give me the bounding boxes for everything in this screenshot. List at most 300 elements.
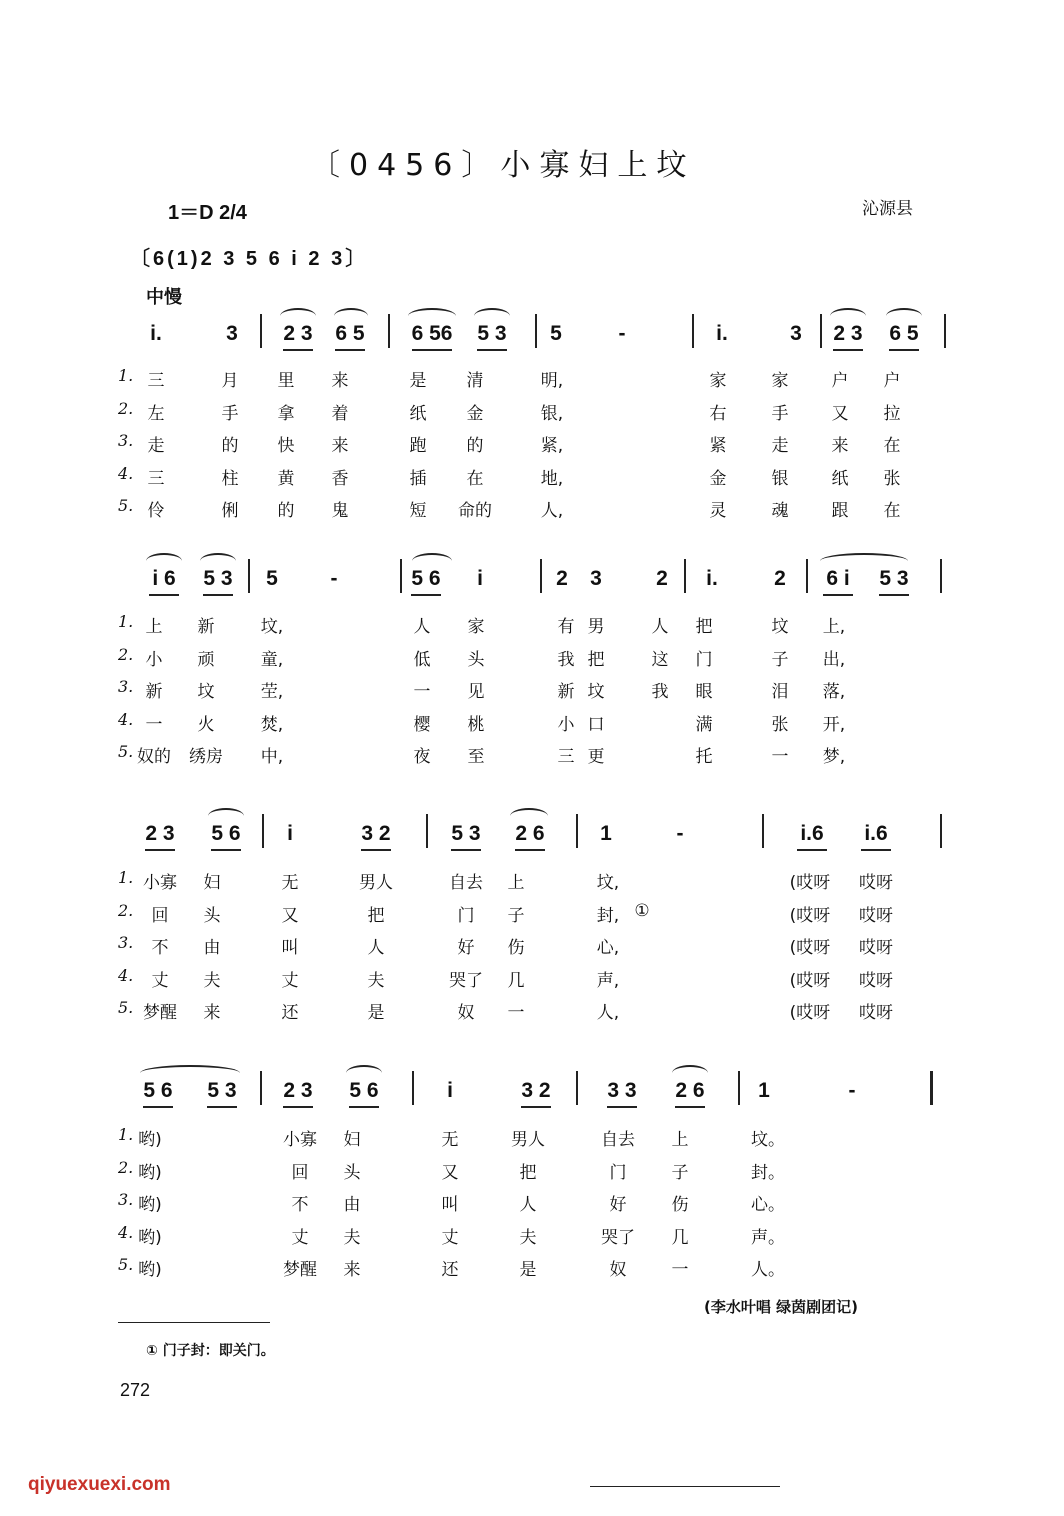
note-group: 2 3 <box>145 822 175 845</box>
bar-line <box>762 814 764 848</box>
lyric-line <box>0 399 1064 425</box>
lyric-syllable: 三 <box>147 371 165 391</box>
lyric-syllable: 魂 <box>771 501 789 521</box>
lyric-syllable: 声。 <box>751 1227 785 1248</box>
lyric-syllable: 是 <box>367 1003 385 1023</box>
lyric-syllable: 把 <box>695 617 713 637</box>
lyric-line <box>0 1223 1064 1249</box>
lyric-syllable: 坟, <box>596 873 620 893</box>
verse-number: 5. <box>118 742 134 761</box>
lyric-syllable: 坟 <box>587 682 605 702</box>
beam-underline <box>411 594 441 596</box>
note-group: 5 <box>266 567 278 590</box>
bar-line <box>692 314 694 348</box>
lyric-syllable: 男人 <box>359 873 393 893</box>
lyric-syllable: 几 <box>671 1227 689 1248</box>
lyric-syllable: 小 <box>557 714 575 735</box>
bar-line <box>248 559 250 593</box>
lyric-syllable: 回 <box>151 905 169 926</box>
lyric-syllable: 我 <box>557 649 575 670</box>
slur-mark <box>820 553 908 569</box>
lyric-syllable: 夫 <box>203 970 221 991</box>
bar-line <box>820 314 822 348</box>
lyric-syllable: 奴的 <box>137 747 171 767</box>
beam-underline <box>879 594 909 596</box>
lyric-syllable: 三 <box>557 747 575 767</box>
lyric-syllable: 子 <box>771 649 789 670</box>
lyric-syllable: 梦醒 <box>143 1003 177 1023</box>
lyric-syllable: 新 <box>557 682 575 702</box>
lyric-syllable: 声, <box>596 970 620 991</box>
beam-underline <box>349 1106 379 1108</box>
verse-number: 2. <box>118 1157 134 1177</box>
verse-number: 1. <box>118 366 134 385</box>
beam-underline <box>335 349 365 351</box>
beam-underline <box>145 849 175 851</box>
note-group: - <box>848 1079 856 1102</box>
beam-underline <box>211 849 241 851</box>
verse-number: 3. <box>118 431 134 450</box>
note-group: 2 6 <box>675 1079 705 1102</box>
lyric-syllable: 封。 <box>751 1162 785 1183</box>
lyric-syllable: 中, <box>260 747 284 767</box>
lyric-syllable: 门 <box>457 905 475 926</box>
lyric-syllable: 低 <box>413 649 431 670</box>
lyric-syllable: 哭了 <box>601 1227 635 1248</box>
lyric-syllable: 香 <box>331 468 349 489</box>
note-group: 5 3 <box>879 567 909 590</box>
beam-underline <box>451 849 481 851</box>
lyric-syllable: 一 <box>771 747 789 767</box>
bar-line <box>738 1071 740 1105</box>
lyric-syllable: 新 <box>197 617 215 637</box>
note-group: - <box>330 567 338 590</box>
lyric-syllable: 在 <box>883 501 901 521</box>
lyric-syllable: 走 <box>147 436 165 456</box>
verse-number: 5. <box>118 998 134 1017</box>
lyric-syllable: 奴 <box>609 1260 627 1280</box>
lyric-syllable: 无 <box>441 1130 459 1150</box>
note-group: i.6 <box>864 822 888 845</box>
lyric-syllable: 哎呀 <box>859 970 893 991</box>
note-group: - <box>676 822 684 845</box>
lyric-syllable: 是 <box>519 1260 537 1280</box>
lyric-syllable: 把 <box>367 905 385 926</box>
lyric-syllable: 小 <box>145 649 163 670</box>
note-group: 2 3 <box>833 322 863 345</box>
lyric-line <box>0 645 1064 671</box>
lyric-syllable: 在 <box>466 468 484 489</box>
lyric-syllable: 我 <box>651 682 669 702</box>
lyric-syllable: 又 <box>831 403 849 424</box>
lyric-syllable: 家 <box>771 371 789 391</box>
lyric-syllable: 金 <box>709 468 727 489</box>
lyric-syllable: 一 <box>671 1260 689 1280</box>
lyric-syllable: 来 <box>331 371 349 391</box>
beam-underline <box>797 849 827 851</box>
lyric-syllable: 短 <box>409 501 427 521</box>
beam-underline <box>515 849 545 851</box>
slur-mark <box>412 553 452 569</box>
lyric-syllable: 哭了 <box>449 970 483 991</box>
lyric-syllable: 封, <box>596 905 620 926</box>
lyric-syllable: 把 <box>519 1162 537 1183</box>
lyric-syllable: 还 <box>281 1003 299 1023</box>
lyric-syllable: 伤 <box>507 938 525 958</box>
lyric-line <box>0 742 1064 768</box>
beam-underline <box>607 1106 637 1108</box>
lyric-syllable: 丈 <box>291 1227 309 1248</box>
lyric-syllable: 落, <box>822 682 846 702</box>
lyric-syllable: 家 <box>467 617 485 637</box>
lyric-syllable: 跑 <box>409 436 427 456</box>
lyric-syllable: 人 <box>519 1195 537 1215</box>
lyric-syllable: 紧 <box>709 436 727 456</box>
lyric-syllable: 命的 <box>458 501 492 521</box>
note-group: 3 3 <box>607 1079 637 1102</box>
note-group: 5 6 <box>349 1079 379 1102</box>
lyric-syllable: 眼 <box>695 682 713 702</box>
lyric-line <box>0 933 1064 959</box>
lyric-syllable: 左 <box>147 403 165 424</box>
verse-number: 2. <box>118 900 134 920</box>
lyric-syllable: (哎呀 <box>789 938 831 958</box>
verse-number: 4. <box>118 709 134 729</box>
note-group: 5 6 <box>411 567 441 590</box>
lyric-syllable: 男人 <box>511 1130 545 1150</box>
lyric-syllable: 走 <box>771 436 789 456</box>
lyric-syllable: 把 <box>587 649 605 670</box>
note-group: 2 6 <box>515 822 545 845</box>
lyric-syllable: 的 <box>221 436 239 456</box>
lyric-syllable: 手 <box>771 403 789 424</box>
slur-mark <box>334 308 368 324</box>
lyric-syllable: 人。 <box>751 1260 785 1280</box>
lyric-syllable: 地, <box>540 468 564 489</box>
lyric-syllable: 来 <box>831 436 849 456</box>
note-group: 3 2 <box>521 1079 551 1102</box>
lyric-syllable: 哎呀 <box>859 938 893 958</box>
lyric-syllable: 在 <box>883 436 901 456</box>
footnote: ① 门子封：即关门。 <box>146 1343 275 1359</box>
note-group: 5 6 <box>211 822 241 845</box>
lyric-syllable: 来 <box>203 1003 221 1023</box>
note-group: 5 3 <box>203 567 233 590</box>
lyric-syllable: 张 <box>883 468 901 489</box>
footnote-rule <box>118 1322 270 1323</box>
lyric-syllable: 泪 <box>771 682 789 702</box>
bar-line <box>262 814 264 848</box>
bar-line <box>944 314 946 348</box>
beam-underline <box>477 349 507 351</box>
lyric-line <box>0 431 1064 457</box>
lyric-syllable: 有 <box>557 617 575 637</box>
lyric-line <box>0 1255 1064 1281</box>
beam-underline <box>207 1106 237 1108</box>
lyric-line <box>0 1158 1064 1184</box>
beam-underline <box>283 349 313 351</box>
lyric-syllable: 叫 <box>281 938 299 958</box>
lyric-syllable: 还 <box>441 1260 459 1280</box>
note-group: 2 3 <box>283 1079 313 1102</box>
lyric-syllable: 口 <box>587 714 605 735</box>
lyric-syllable: 由 <box>203 938 221 958</box>
note-group: 3 2 <box>361 822 391 845</box>
beam-underline <box>889 349 919 351</box>
lyric-syllable: 哟) <box>138 1130 162 1150</box>
note-group: i 6 <box>152 567 176 590</box>
verse-number: 1. <box>118 1125 134 1144</box>
lyric-syllable: 伶 <box>147 501 165 521</box>
lyric-syllable: 妇 <box>343 1130 361 1150</box>
lyric-syllable: 妇 <box>203 873 221 893</box>
lyric-syllable: 头 <box>343 1162 361 1183</box>
lyric-line <box>0 901 1064 927</box>
note-group: 1 <box>758 1079 770 1102</box>
lyric-syllable: 人, <box>596 1003 620 1023</box>
lyric-syllable: 子 <box>671 1162 689 1183</box>
lyric-syllable: 人 <box>367 938 385 958</box>
lyric-syllable: 夫 <box>367 970 385 991</box>
lyric-syllable: 门 <box>695 649 713 670</box>
lyric-syllable: 坟 <box>771 617 789 637</box>
lyric-syllable: 上 <box>671 1130 689 1150</box>
lyric-syllable: 火 <box>197 714 215 735</box>
lyric-syllable: 张 <box>771 714 789 735</box>
note-group: i. <box>706 567 718 590</box>
lyric-syllable: 好 <box>457 938 475 958</box>
lyric-syllable: 丈 <box>151 970 169 991</box>
lyric-syllable: (哎呀 <box>789 873 831 893</box>
lyric-syllable: 快 <box>277 436 295 456</box>
intro-phrase: 〔6(1)2 3 5 6 i 2 3〕 <box>130 248 369 270</box>
verse-number: 3. <box>118 1190 134 1209</box>
note-group: 6 5 <box>889 322 919 345</box>
beam-underline <box>833 349 863 351</box>
lyric-syllable: 着 <box>331 403 349 424</box>
lyric-syllable: 小寡 <box>283 1130 317 1150</box>
lyric-syllable: 梦, <box>822 747 846 767</box>
lyric-syllable: 黄 <box>277 468 295 489</box>
lyric-syllable: 一 <box>145 714 163 735</box>
lyric-syllable: 哟) <box>138 1195 162 1215</box>
lyric-syllable: 心。 <box>751 1195 785 1215</box>
lyric-syllable: 茔, <box>260 682 284 702</box>
lyric-syllable: 人 <box>413 617 431 637</box>
lyric-syllable: 柱 <box>221 468 239 489</box>
note-group: 5 3 <box>207 1079 237 1102</box>
slur-mark <box>140 1065 240 1081</box>
lyric-syllable: 几 <box>507 970 525 991</box>
lyric-syllable: 这 <box>651 649 669 670</box>
lyric-syllable: 小寡 <box>143 873 177 893</box>
lyric-syllable: 清 <box>466 371 484 391</box>
slur-mark <box>200 553 236 569</box>
lyric-syllable: 夫 <box>343 1227 361 1248</box>
lyric-syllable: 哟) <box>138 1162 162 1183</box>
performer-credit: (李水叶唱 绿茵剧团记) <box>704 1298 858 1316</box>
note-group: 6 i <box>826 567 850 590</box>
note-group: 5 <box>550 322 562 345</box>
lyric-syllable: 头 <box>467 649 485 670</box>
song-title: 〔0456〕小寡妇上坟 <box>310 148 696 183</box>
lyric-syllable: 纸 <box>409 403 427 424</box>
beam-underline <box>412 349 452 351</box>
lyric-line <box>0 496 1064 522</box>
lyric-syllable: 紧, <box>540 436 564 456</box>
verse-number: 5. <box>118 1255 134 1274</box>
note-group: - <box>618 322 626 345</box>
slur-mark <box>474 308 510 324</box>
verse-number: 1. <box>118 612 134 631</box>
bar-line <box>260 314 262 348</box>
lyric-syllable: 樱 <box>413 714 431 735</box>
note-group: i.6 <box>800 822 824 845</box>
lyric-syllable: 新 <box>145 682 163 702</box>
lyric-syllable: 头 <box>203 905 221 926</box>
lyric-syllable: 顽 <box>197 649 215 670</box>
lyric-syllable: 纸 <box>831 468 849 489</box>
lyric-syllable: 伤 <box>671 1195 689 1215</box>
lyric-syllable: 一 <box>413 682 431 702</box>
beam-underline <box>361 849 391 851</box>
lyric-line <box>0 868 1064 894</box>
lyric-syllable: 童, <box>260 649 284 670</box>
lyric-syllable: 更 <box>587 747 605 767</box>
key-signature: 1＝D 2/4 <box>168 202 247 224</box>
lyric-syllable: 回 <box>291 1162 309 1183</box>
lyric-syllable: 门 <box>609 1162 627 1183</box>
verse-number: 5. <box>118 496 134 515</box>
lyric-syllable: 坟。 <box>751 1130 785 1150</box>
verse-number: 4. <box>118 463 134 483</box>
bar-line <box>426 814 428 848</box>
lyric-syllable: 叫 <box>441 1195 459 1215</box>
lyric-syllable: 自去 <box>449 873 483 893</box>
bar-line <box>400 559 402 593</box>
lyric-syllable: 至 <box>467 747 485 767</box>
lyric-syllable: 拿 <box>277 403 295 424</box>
lyric-syllable: 上 <box>507 873 525 893</box>
note-group: i <box>447 1079 453 1102</box>
note-group: 2 <box>656 567 668 590</box>
slur-mark <box>208 808 244 824</box>
bottom-rule <box>590 1486 780 1487</box>
lyric-line <box>0 464 1064 490</box>
note-group: 3 <box>590 567 602 590</box>
lyric-syllable: 家 <box>709 371 727 391</box>
note-group: i. <box>716 322 728 345</box>
note-group: i. <box>150 322 162 345</box>
note-group: 1 <box>600 822 612 845</box>
note-group: i <box>287 822 293 845</box>
lyric-line <box>0 677 1064 703</box>
note-group: 5 6 <box>143 1079 173 1102</box>
beam-underline <box>823 594 853 596</box>
lyric-syllable: 插 <box>409 468 427 489</box>
lyric-line <box>0 998 1064 1024</box>
lyric-syllable: 的 <box>466 436 484 456</box>
lyric-syllable: 人, <box>540 501 564 521</box>
lyric-syllable: 好 <box>609 1195 627 1215</box>
lyric-syllable: 来 <box>343 1260 361 1280</box>
lyric-syllable: 月 <box>221 371 239 391</box>
lyric-syllable: 绣房 <box>189 747 223 767</box>
page-number: 272 <box>120 1380 151 1400</box>
lyric-line <box>0 710 1064 736</box>
lyric-syllable: 坟, <box>260 617 284 637</box>
slur-mark <box>346 1065 382 1081</box>
lyric-syllable: 上 <box>145 617 163 637</box>
note-group: 6 5 <box>335 322 365 345</box>
lyric-syllable: 哎呀 <box>859 1003 893 1023</box>
lyric-syllable: 一 <box>507 1003 525 1023</box>
site-watermark: qiyuexuexi.com <box>28 1474 171 1495</box>
verse-number: 2. <box>118 644 134 664</box>
lyric-syllable: 里 <box>277 371 295 391</box>
bar-line <box>930 1071 933 1105</box>
note-group: 2 <box>774 567 786 590</box>
lyric-syllable: 哎呀 <box>859 873 893 893</box>
bar-line <box>260 1071 262 1105</box>
bar-line <box>576 1071 578 1105</box>
lyric-syllable: 夫 <box>519 1227 537 1248</box>
lyric-syllable: 手 <box>221 403 239 424</box>
lyric-syllable: (哎呀 <box>789 970 831 991</box>
lyric-syllable: 来 <box>331 436 349 456</box>
lyric-syllable: 由 <box>343 1195 361 1215</box>
lyric-syllable: 灵 <box>709 501 727 521</box>
beam-underline <box>861 849 891 851</box>
lyric-syllable: 见 <box>467 682 485 702</box>
tempo-marking: 中慢 <box>146 287 182 308</box>
lyric-syllable: (哎呀 <box>789 905 831 926</box>
lyric-syllable: 右 <box>709 403 727 424</box>
lyric-syllable: 出, <box>822 649 846 670</box>
lyric-syllable: 哟) <box>138 1227 162 1248</box>
lyric-syllable: 哟) <box>138 1260 162 1280</box>
lyric-syllable: 明, <box>540 371 564 391</box>
verse-number: 3. <box>118 677 134 696</box>
note-group: 5 3 <box>477 322 507 345</box>
lyric-syllable: 银, <box>540 403 564 424</box>
lyric-syllable: 鬼 <box>331 501 349 521</box>
lyric-syllable: 人 <box>651 617 669 637</box>
lyric-syllable: 丈 <box>281 970 299 991</box>
lyric-syllable: 拉 <box>883 403 901 424</box>
note-group: 2 3 <box>283 322 313 345</box>
lyric-syllable: 子 <box>507 905 525 926</box>
note-group: 3 <box>226 322 238 345</box>
lyric-syllable: 的 <box>277 501 295 521</box>
slur-mark <box>510 808 548 824</box>
bar-line <box>576 814 578 848</box>
verse-number: 3. <box>118 933 134 952</box>
verse-number: 4. <box>118 965 134 985</box>
lyric-syllable: (哎呀 <box>789 1003 831 1023</box>
lyric-line <box>0 612 1064 638</box>
lyric-syllable: 金 <box>466 403 484 424</box>
verse-number: 4. <box>118 1222 134 1242</box>
lyric-syllable: 自去 <box>601 1130 635 1150</box>
slur-mark <box>408 308 456 324</box>
lyric-syllable: 哎呀 <box>859 905 893 926</box>
lyric-syllable: 上, <box>822 617 846 637</box>
lyric-syllable: 桃 <box>467 714 485 735</box>
verse-number: 1. <box>118 868 134 887</box>
slur-mark <box>886 308 922 324</box>
beam-underline <box>283 1106 313 1108</box>
